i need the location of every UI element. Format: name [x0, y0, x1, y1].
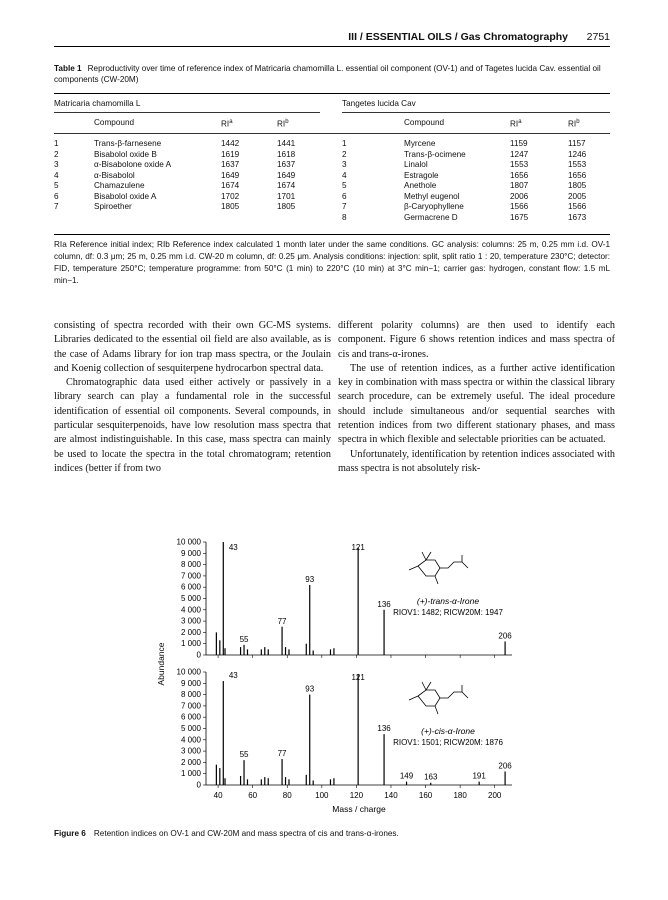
- x-tick-label: 60: [248, 791, 258, 800]
- cell-index: 1: [342, 139, 347, 149]
- y-tick-label: 7 000: [180, 701, 201, 711]
- figure-caption: [54, 829, 610, 838]
- table-group-rule-right: [342, 112, 610, 113]
- y-tick-label: 4 000: [180, 735, 201, 745]
- cell-rib: 1673: [568, 212, 587, 222]
- table-bottom-rule: [54, 234, 610, 235]
- cell-index: 7: [342, 202, 347, 212]
- body-paragraph: Chromatographic data used either actively or passively in a library search can play a fundamental role in the successful identification of essential oil components. Several compounds, in particular sesquiterpenoids, have low resolution mass spectra that are almost indistinguishable. In this case, mass spectra can mainly be used to locate the spectra in the total chromatogram; retention indices (better if from two: [54, 377, 331, 474]
- table-row: [54, 160, 317, 171]
- body-paragraph: The use of retention indices, as a further active identification key in combination with mass spectra or within the classical library search procedure, can be extremely useful. The ideal procedure should include simultaneous and/or sequential searches with retention indices from two different stationary phases, and mass spectra in which flexible and selectable priorities can be actuated.: [338, 362, 615, 446]
- y-tick-label: 9 000: [180, 678, 201, 688]
- table-row: [342, 150, 608, 161]
- cell-ria: 1566: [510, 202, 529, 212]
- y-tick-label: 1 000: [180, 639, 201, 649]
- cell-index: 6: [54, 191, 59, 201]
- table-left: [54, 117, 317, 213]
- cell-index: 4: [342, 170, 347, 180]
- y-tick-label: 6 000: [180, 582, 201, 592]
- peak-label: 136: [377, 724, 391, 734]
- mass-spectra-figure: [150, 530, 530, 830]
- peak-label: 43: [228, 543, 238, 552]
- cell-index: 5: [54, 181, 59, 191]
- cell-rib: 1566: [568, 202, 587, 212]
- peak-label: 93: [305, 574, 315, 584]
- body-paragraph: different polarity columns) are then used to identify each component. Figure 6 shows retention indices and mass spectra of cis and trans-α-irones.: [338, 320, 615, 360]
- table-caption-text: Reproductivity over time of reference index of Matricaria chamomilla L. essential oil component (OV-1) and of Tagetes lucida Cav. essential oil components (CW-20M): [54, 64, 601, 84]
- cell-index: 4: [54, 170, 59, 180]
- cell-compound: Bisabolol oxide A: [94, 191, 157, 201]
- cell-compound: α-Bisabolol: [94, 170, 135, 180]
- cis-irone-structure-icon: [409, 682, 468, 714]
- y-tick-label: 0: [196, 650, 201, 660]
- cell-rib: 1637: [277, 160, 296, 170]
- cell-rib: 1618: [277, 149, 296, 159]
- compound-title: (+)-cis-α-Irone: [421, 726, 475, 736]
- table-row: [54, 139, 317, 150]
- table-header-row: [54, 117, 317, 130]
- peak-label: 206: [498, 631, 512, 641]
- peak-label: 121: [351, 673, 365, 682]
- table-top-rule: [54, 93, 610, 94]
- peak-label: 121: [351, 543, 365, 552]
- cell-rib: 1805: [277, 202, 296, 212]
- y-tick-label: 10 000: [176, 537, 201, 547]
- table-header-row: [342, 117, 608, 130]
- cell-rib: 1157: [568, 139, 586, 149]
- table-row: [54, 150, 317, 161]
- peak-label: 191: [472, 771, 486, 781]
- cell-compound: Myrcene: [404, 139, 436, 149]
- body-paragraph: Unfortunately, identification by retention indices associated with mass spectra is not absolutely risk-: [338, 448, 615, 474]
- cell-index: 2: [54, 149, 59, 159]
- x-tick-label: 200: [488, 791, 502, 800]
- y-tick-label: 8 000: [180, 560, 201, 570]
- cell-ria: 1619: [221, 149, 240, 159]
- running-head-title: III / ESSENTIAL OILS / Gas Chromatography: [348, 31, 568, 43]
- peak-label: 149: [399, 771, 414, 781]
- table-row: [342, 213, 608, 224]
- table-caption: [54, 63, 610, 85]
- cell-compound: Linalol: [404, 160, 428, 170]
- cell-ria: 1674: [221, 181, 240, 191]
- cell-index: 7: [54, 202, 59, 212]
- table-label: Table 1: [54, 64, 82, 73]
- cell-rib: 1674: [277, 181, 296, 191]
- y-tick-label: 9 000: [180, 548, 201, 558]
- col-header-compound: Compound: [404, 118, 445, 128]
- y-tick-label: 2 000: [180, 757, 201, 767]
- x-tick-label: 120: [349, 791, 364, 800]
- table-group-right: Tangetes lucida Cav: [342, 99, 416, 108]
- body-paragraph: consisting of spectra recorded with their own GC-MS systems. Libraries dedicated to the essential oil field are also available, as is the case of Adams library for ion trap mass spectra, or the Joulain and Koenig collection of sesquiterpene hydrocarbon spectral data.: [54, 320, 331, 374]
- cell-rib: 1805: [568, 181, 587, 191]
- y-tick-label: 0: [196, 780, 201, 790]
- cell-compound: Methyl eugenol: [404, 191, 460, 201]
- cell-ria: 1656: [510, 170, 529, 180]
- y-tick-label: 8 000: [180, 690, 201, 700]
- cell-rib: 1701: [277, 191, 296, 201]
- cell-ria: 1247: [510, 149, 529, 159]
- y-axis-title: Abundance: [156, 642, 166, 686]
- cell-index: 2: [342, 149, 347, 159]
- table-row: [54, 181, 317, 192]
- col-header-index: [342, 117, 404, 130]
- cell-rib: 1656: [568, 170, 587, 180]
- table-right: [342, 117, 608, 223]
- peak-label: 55: [239, 750, 249, 760]
- cell-compound: Spiroether: [94, 202, 132, 212]
- running-head: [54, 31, 610, 45]
- header-rule: [54, 46, 610, 47]
- page-number: 2751: [586, 31, 610, 43]
- cell-compound: Chamazulene: [94, 181, 145, 191]
- col-header-ria: $RI^a$: [221, 119, 233, 129]
- col-header-index: [54, 117, 94, 130]
- col-header-compound: Compound: [94, 118, 135, 128]
- cell-index: 1: [54, 139, 59, 149]
- peak-label: 77: [277, 616, 287, 626]
- y-tick-label: 5 000: [180, 594, 201, 603]
- cell-rib: 1553: [568, 160, 587, 170]
- cell-compound: Estragole: [404, 170, 439, 180]
- cell-index: 8: [342, 212, 347, 222]
- y-tick-label: 2 000: [180, 627, 201, 637]
- x-tick-label: 160: [418, 791, 433, 800]
- table-row: [342, 160, 608, 171]
- cell-ria: 1637: [221, 160, 240, 170]
- table-group-left: Matricaria chamomilla L: [54, 99, 141, 108]
- col-header-rib: $RI^b$: [568, 119, 580, 129]
- y-tick-label: 10 000: [176, 667, 201, 677]
- cell-index: 3: [342, 160, 347, 170]
- peak-label: 163: [424, 772, 438, 782]
- cell-ria: 1675: [510, 212, 529, 222]
- y-tick-label: 3 000: [180, 746, 201, 756]
- x-tick-label: 100: [315, 791, 329, 800]
- table-row: [54, 171, 317, 182]
- cell-compound: β-Caryophyllene: [404, 202, 464, 212]
- figure-caption-text: Retention indices on OV-1 and CW-20M and mass spectra of cis and trans-α-irones.: [93, 829, 399, 838]
- table-row: [342, 192, 608, 203]
- cell-compound: Trans-β-ocimene: [404, 149, 466, 159]
- cell-index: 5: [342, 181, 347, 191]
- y-tick-label: 4 000: [180, 605, 201, 615]
- cell-rib: 1649: [277, 170, 296, 180]
- figure-label: Figure 6: [54, 829, 86, 838]
- y-tick-label: 5 000: [180, 724, 201, 733]
- cell-compound: Trans-β-farnesene: [94, 139, 162, 149]
- body-column-right: [338, 319, 615, 476]
- x-axis-title: Mass / charge: [332, 804, 386, 814]
- cell-compound: α-Bisabolone oxide A: [94, 160, 172, 170]
- table-row: [342, 202, 608, 213]
- cell-ria: 1702: [221, 191, 240, 201]
- x-tick-label: 180: [453, 791, 467, 800]
- table-row: [342, 171, 608, 182]
- peak-label: 77: [277, 749, 287, 759]
- cell-rib: 2005: [568, 191, 587, 201]
- trans-irone-structure-icon: [409, 552, 468, 584]
- x-tick-label: 80: [282, 791, 292, 800]
- y-tick-label: 6 000: [180, 712, 201, 722]
- cell-index: 3: [54, 160, 59, 170]
- cell-index: 6: [342, 191, 347, 201]
- table-row: [342, 139, 608, 150]
- body-column-left: [54, 319, 331, 476]
- table-footnote: RIa Reference initial index; RIb Reference index calculated 1 month later under the same conditions. GC analysis: columns: 25 m, 0.25 mm i.d. OV-1 column, df: 0.3 μm; 25 m, 0.25 mm i.d. CW-20 m column, df: 0.25 μm. Analysis conditions: injection: split, split ratio 1 : 20, temperature 230°C; detector: FID, temperature 250°C; temperature programme: from 50°C (1 min) to 220°C (10 min) at 3°C min−1; carrier gas: hydrogen, constant flow: 1.5 mL min−1.: [54, 240, 610, 285]
- y-tick-label: 1 000: [180, 769, 201, 779]
- cell-rib: 1246: [568, 149, 587, 159]
- y-tick-label: 3 000: [180, 616, 201, 626]
- cell-ria: 1159: [510, 139, 528, 149]
- retention-index-annotation: RIOV1: 1482; RICW20M: 1947: [393, 608, 503, 617]
- peak-label: 93: [305, 684, 315, 694]
- table-row: [342, 181, 608, 192]
- cell-rib: 1441: [277, 139, 296, 149]
- retention-index-annotation: RIOV1: 1501; RICW20M: 1876: [393, 738, 503, 747]
- table-row: [54, 202, 317, 213]
- peak-label: 43: [228, 671, 238, 681]
- col-header-ria: $RI^a$: [510, 119, 522, 129]
- peak-label: 136: [377, 599, 391, 609]
- cell-compound: Germacrene D: [404, 212, 458, 222]
- compound-title: (+)-trans-α-Irone: [416, 596, 480, 606]
- col-header-rib: $RI^b$: [277, 119, 289, 129]
- cell-ria: 1649: [221, 170, 240, 180]
- x-tick-label: 140: [384, 791, 398, 800]
- cell-ria: 2006: [510, 191, 529, 201]
- table-group-rule-left: [54, 112, 320, 113]
- cell-ria: 1553: [510, 160, 529, 170]
- y-tick-label: 7 000: [180, 571, 201, 581]
- cell-ria: 1442: [221, 139, 240, 149]
- cell-ria: 1807: [510, 181, 529, 191]
- x-tick-label: 40: [213, 791, 223, 800]
- cell-compound: Anethole: [404, 181, 437, 191]
- peak-label: 55: [239, 634, 249, 644]
- table-row: [54, 192, 317, 203]
- cell-compound: Bisabolol oxide B: [94, 149, 157, 159]
- cell-ria: 1805: [221, 202, 240, 212]
- peak-label: 206: [498, 761, 512, 771]
